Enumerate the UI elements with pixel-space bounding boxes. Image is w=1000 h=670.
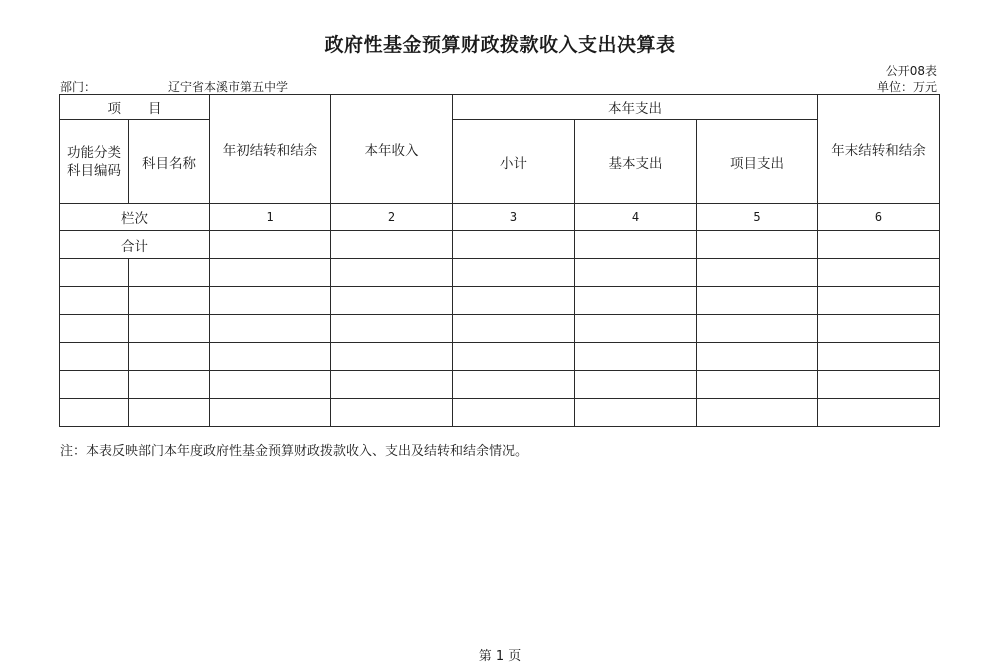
header-subject-name: 科目名称	[129, 120, 210, 204]
table-cell	[331, 343, 453, 371]
column-number: 6	[818, 204, 940, 231]
table-cell	[60, 371, 129, 399]
report-table	[59, 94, 940, 427]
table-cell	[60, 399, 129, 427]
header-item: 项 目	[60, 95, 210, 120]
table-cell	[453, 399, 575, 427]
table-cell	[818, 259, 940, 287]
header-subtotal: 小计	[453, 120, 575, 204]
department-label: 部门：	[60, 80, 97, 94]
table-cell	[129, 315, 210, 343]
column-index-label: 栏次	[60, 204, 210, 231]
table-cell	[575, 315, 697, 343]
table-cell	[331, 259, 453, 287]
table-cell	[575, 259, 697, 287]
table-cell	[575, 371, 697, 399]
table-cell	[575, 399, 697, 427]
table-cell	[818, 399, 940, 427]
header-current-income: 本年收入	[331, 95, 453, 204]
header-basic-expenditure: 基本支出	[575, 120, 697, 204]
table-cell	[818, 315, 940, 343]
table-cell	[129, 259, 210, 287]
total-cell	[818, 231, 940, 259]
table-cell	[129, 287, 210, 315]
table-row	[60, 343, 940, 371]
table-cell	[129, 371, 210, 399]
total-label: 合计	[60, 231, 210, 259]
column-number: 4	[575, 204, 697, 231]
total-cell	[575, 231, 697, 259]
table-cell	[818, 287, 940, 315]
header-beginning-balance: 年初结转和结余	[210, 95, 331, 204]
table-cell	[453, 315, 575, 343]
table-cell	[60, 343, 129, 371]
table-row	[60, 315, 940, 343]
total-cell	[331, 231, 453, 259]
table-cell	[818, 343, 940, 371]
table-cell	[210, 343, 331, 371]
column-number: 1	[210, 204, 331, 231]
page-number: 第 1 页	[478, 649, 522, 664]
table-cell	[60, 315, 129, 343]
table-cell	[575, 343, 697, 371]
table-cell	[453, 287, 575, 315]
department-name: 辽宁省本溪市第五中学	[168, 80, 289, 94]
table-cell	[575, 287, 697, 315]
header-function-code: 功能分类科目编码	[60, 120, 129, 204]
table-note: 注：本表反映部门本年度政府性基金预算财政拨款收入、支出及结转和结余情况。	[60, 444, 529, 459]
table-cell	[210, 399, 331, 427]
table-cell	[331, 371, 453, 399]
table-cell	[210, 259, 331, 287]
table-cell	[129, 399, 210, 427]
table-cell	[697, 315, 818, 343]
table-cell	[697, 399, 818, 427]
header-project-expenditure: 项目支出	[697, 120, 818, 204]
total-cell	[210, 231, 331, 259]
table-cell	[210, 315, 331, 343]
table-cell	[129, 343, 210, 371]
table-cell	[60, 259, 129, 287]
table-cell	[697, 287, 818, 315]
table-cell	[210, 287, 331, 315]
total-cell	[453, 231, 575, 259]
column-number: 2	[331, 204, 453, 231]
header-ending-balance: 年末结转和结余	[818, 95, 940, 204]
table-cell	[818, 371, 940, 399]
total-cell	[697, 231, 818, 259]
form-code: 公开08表	[885, 64, 937, 78]
table-row	[60, 259, 940, 287]
table-row	[60, 399, 940, 427]
table-cell	[453, 343, 575, 371]
column-number: 3	[453, 204, 575, 231]
header-current-expenditure: 本年支出	[453, 95, 818, 120]
table-cell	[210, 371, 331, 399]
table-cell	[697, 343, 818, 371]
table-cell	[60, 287, 129, 315]
unit-label: 单位：万元	[876, 80, 937, 94]
table-cell	[697, 371, 818, 399]
table-cell	[453, 371, 575, 399]
table-body	[60, 259, 940, 427]
table-cell	[331, 399, 453, 427]
table-cell	[331, 287, 453, 315]
table-cell	[331, 315, 453, 343]
column-number: 5	[697, 204, 818, 231]
table-row	[60, 371, 940, 399]
table-cell	[697, 259, 818, 287]
table-cell	[453, 259, 575, 287]
report-title: 政府性基金预算财政拨款收入支出决算表	[324, 34, 676, 56]
table-row	[60, 287, 940, 315]
